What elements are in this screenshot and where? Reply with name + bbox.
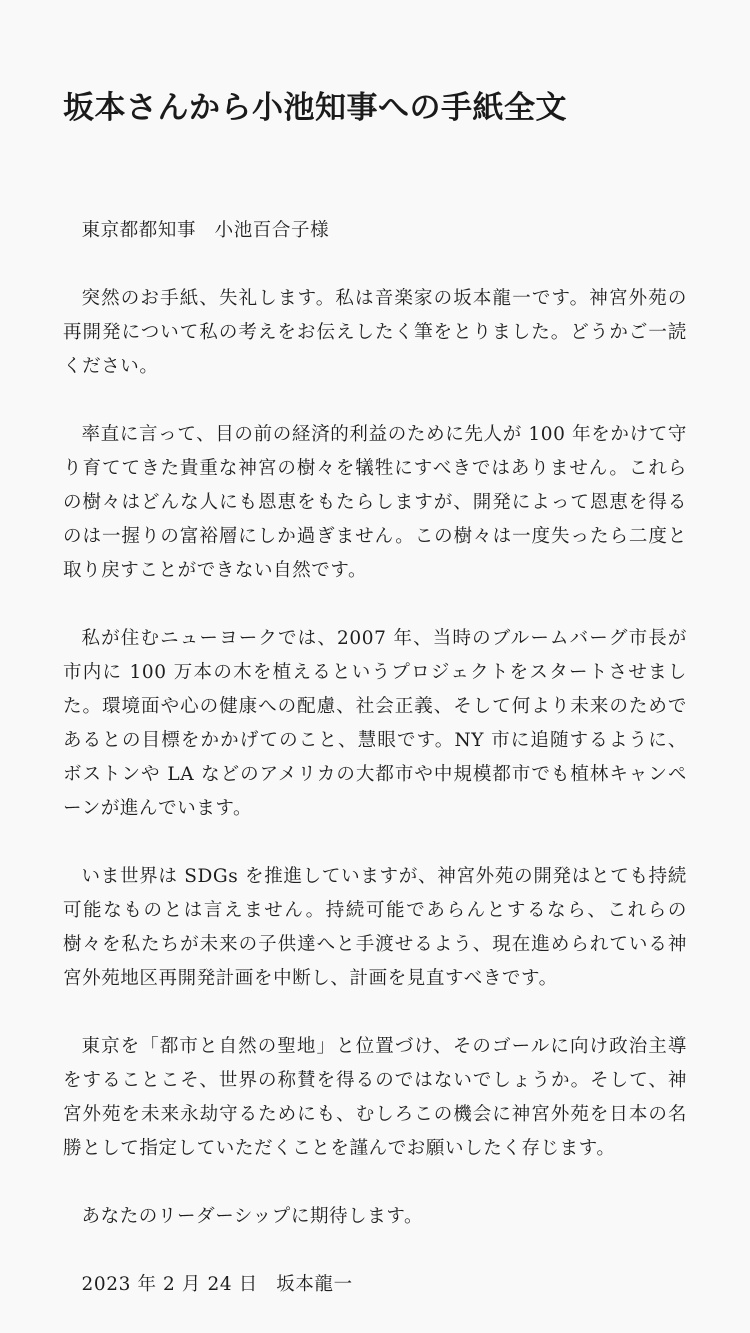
- letter-paragraph: いま世界は SDGs を推進していますが、神宮外苑の開発はとても持続可能なものとは言えません。持続可能であらんとするなら、これらの樹々を私たちが未来の子供達へと手渡せるよう、現在進められている神宮外苑地区再開発計画を中断し、計画を見直すべきです。: [63, 866, 687, 989]
- letter-body: [63, 214, 687, 1302]
- page-title: 坂本さんから小池知事への手紙全文: [63, 90, 567, 126]
- letter-addressee: [63, 214, 687, 248]
- signature-date: 2023 年 2 月 24 日: [81, 1274, 258, 1295]
- letter-paragraph: 東京を「都市と自然の聖地」と位置づけ、そのゴールに向け政治主導をすることこそ、世界の称賛を得るのではないでしょうか。そして、神宮外苑を未来永劫守るためにも、むしろこの機会に神宮外苑を日本の名勝として指定していただくことを謹んでお願いしたく存じます。: [63, 1036, 687, 1159]
- signature-name: 坂本龍一: [276, 1274, 353, 1295]
- letter-paragraph: 私が住むニューヨークでは、2007 年、当時のブルームバーグ市長が市内に 100 万本の木を植えるというプロジェクトをスタートさせました。環境面や心の健康への配慮、社会正義、そして何より未来のためであるとの目標をかかげてのこと、慧眼です。NY 市に追随するように、ボストンや LA などのアメリカの大都市や中規模都市でも植林キャンペーンが進んでいます。: [63, 628, 687, 819]
- letter-paragraph: あなたのリーダーシップに期待します。: [81, 1206, 424, 1227]
- letter-paragraph: 突然のお手紙、失礼します。私は音楽家の坂本龍一です。神宮外苑の再開発について私の考えをお伝えしたく筆をとりました。どうかご一読ください。: [63, 288, 687, 377]
- addressee-name: 小池百合子様: [214, 220, 330, 241]
- letter-signature: [63, 1268, 687, 1302]
- letter-paragraph: 率直に言って、目の前の経済的利益のために先人が 100 年をかけて守り育ててきた貴重な神宮の樹々を犠牲にすべきではありません。これらの樹々はどんな人にも恩恵をもたらしますが、開発によって恩恵を得るのは一握りの富裕層にしか過ぎません。この樹々は一度失ったら二度と取り戻すことができない自然です。: [63, 424, 687, 581]
- addressee-recipient: 東京都都知事: [81, 220, 197, 241]
